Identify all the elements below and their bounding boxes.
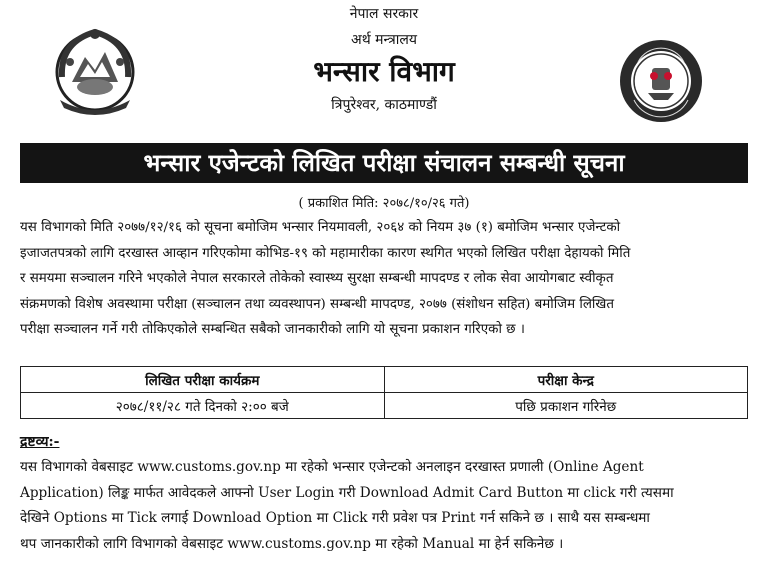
published-date: ( प्रकाशित मिति: २०७८/१०/२६ गते) <box>298 196 470 211</box>
notes-line: Application) लिङ्क मार्फत आवेदकले आफ्नो User Login गरी Download Admit Card Button मा click गरी त्यसमा <box>20 484 674 501</box>
table-row <box>21 393 748 419</box>
notice-body-line: इजाजतपत्रको लागि दरखास्त आव्हान गरिएकोमा कोभिड-१९ को महामारीका कारण स्थगित भएको लिखित परीक्षा देहायको मिति <box>20 245 631 261</box>
exam-schedule-table <box>20 366 748 419</box>
schedule-header: लिखित परीक्षा कार्यक्रम <box>21 367 385 393</box>
notes-body <box>20 455 748 557</box>
government-name: नेपाल सरकार <box>349 6 419 22</box>
exam-datetime: २०७८/११/२८ गते दिनको २:०० बजे <box>21 393 385 419</box>
notes-line: यस विभागको वेबसाइट www.customs.gov.np मा रहेको भन्सार एजेन्टको अनलाइन दरखास्त प्रणाली (Online Agent <box>20 459 644 475</box>
table-header-row <box>21 367 748 393</box>
notice-header <box>0 0 768 135</box>
center-header: परीक्षा केन्द्र <box>384 367 748 393</box>
ministry-name: अर्थ मन्त्रालय <box>351 32 417 48</box>
notes-line: देखिने Options मा Tick लगाई Download Option मा Click गरी प्रवेश पत्र Print गर्न सकिने छ । साथै यस सम्बन्धमा <box>20 510 650 526</box>
notice-title: भन्सार एजेन्टको लिखित परीक्षा संचालन सम्बन्धी सूचना <box>20 143 748 183</box>
notice-body-line: संक्रमणको विशेष अवस्थामा परीक्षा (सञ्चालन तथा व्यवस्थापन) सम्बन्धी मापदण्ड, २०७७ (संशोधन सहित) बमोजिम लिखित <box>20 296 614 312</box>
department-name: भन्सार विभाग <box>313 55 455 88</box>
notice-body-line: र समयमा सञ्चालन गरिने भएकोले नेपाल सरकारले तोकेको स्वास्थ्य सुरक्षा सम्बन्धी मापदण्ड र लोक सेवा आयोगबाट स्वीकृत <box>20 271 614 286</box>
notes-heading: द्रष्टव्य:- <box>20 434 60 450</box>
office-location: त्रिपुरेश्वर, काठमाण्डौं <box>331 97 437 113</box>
notice-body <box>20 215 748 343</box>
notice-body-line: परीक्षा सञ्चालन गर्ने गरी तोकिएकोले सम्बन्धित सबैको जानकारीको लागि यो सूचना प्रकाशन गरिएको छ । <box>20 322 525 337</box>
notice-body-line: यस विभागको मिति २०७७/१२/१६ को सूचना बमोजिम भन्सार नियमावली, २०६४ को नियम ३७ (१) बमोजिम भन्सार एजेन्टको <box>20 220 621 235</box>
notes-line: थप जानकारीको लागि विभागको वेबसाइट www.customs.gov.np मा रहेको Manual मा हेर्न सकिनेछ । <box>20 535 564 552</box>
customs-seal-icon <box>618 38 704 124</box>
exam-center: पछि प्रकाशन गरिनेछ <box>384 393 748 419</box>
